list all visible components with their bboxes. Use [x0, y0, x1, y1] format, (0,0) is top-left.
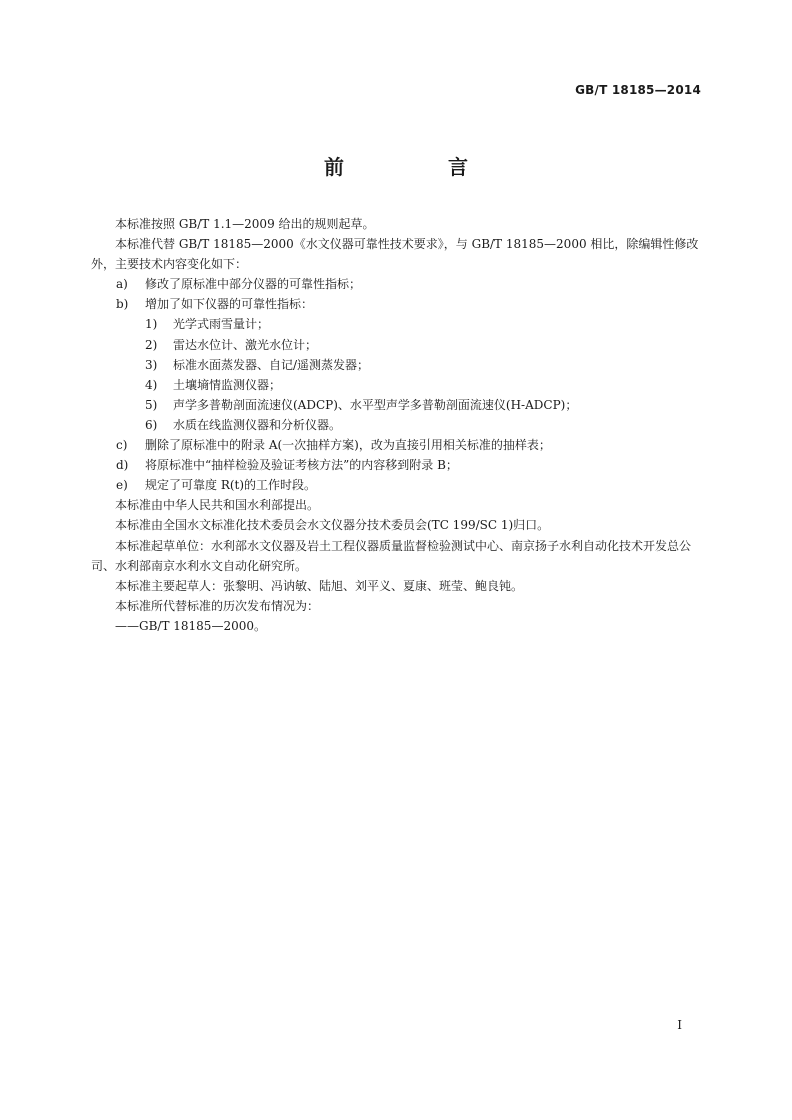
paragraph-history-entry: ——GB/T 18185—2000。 [115, 618, 266, 633]
paragraph-drafters: 本标准主要起草人：张黎明、冯讷敏、陆旭、刘平义、夏康、班莹、鲍良钝。 [115, 578, 524, 593]
sub-list-item [91, 314, 703, 334]
sub-list-item-text: 土壤墒情监测仪器； [173, 377, 282, 392]
list-marker: a) [116, 277, 128, 292]
sub-list-item-text: 水质在线监测仪器和分析仪器。 [173, 417, 342, 432]
sub-list-item [91, 395, 703, 415]
page-number: I [677, 1018, 682, 1032]
sub-list-item-text: 标准水面蒸发器、自记/遥测蒸发器； [173, 357, 370, 372]
sub-list-marker: 6) [145, 417, 158, 432]
paragraph-proposer: 本标准由中华人民共和国水利部提出。 [115, 498, 320, 513]
list-item [91, 435, 703, 455]
paragraph-centralized-by: 本标准由全国水文标准化技术委员会水文仪器分技术委员会(TC 199/SC 1)归口。 [115, 518, 550, 533]
sub-list-marker: 5) [145, 397, 158, 412]
list-item [91, 455, 703, 475]
list-item-text: 规定了可靠度 R(t)的工作时段。 [145, 478, 317, 493]
page-title: 前 言 [324, 155, 510, 179]
sub-list-marker: 2) [145, 337, 158, 352]
paragraph-drafting-rules: 本标准按照 GB/T 1.1—2009 给出的规则起草。 [115, 217, 375, 231]
sub-list-item [91, 415, 703, 435]
sub-list-item-text: 雷达水位计、激光水位计； [173, 337, 318, 352]
sub-list-marker: 3) [145, 357, 158, 372]
sub-list-item [91, 355, 703, 375]
list-item-text: 删除了原标准中的附录 A(一次抽样方案)，改为直接引用相关标准的抽样表； [145, 438, 551, 453]
list-item [91, 294, 703, 314]
list-marker: c) [116, 438, 128, 453]
list-item-text: 增加了如下仪器的可靠性指标： [145, 297, 314, 312]
list-marker: d) [116, 458, 129, 473]
list-marker: b) [116, 297, 129, 312]
list-item-text: 将原标准中“抽样检验及验证考核方法”的内容移到附录 B； [145, 458, 458, 473]
sub-list-item-text: 光学式雨雪量计； [173, 317, 270, 332]
sub-list-marker: 4) [145, 377, 158, 392]
list-item [91, 475, 703, 495]
list-item [91, 274, 703, 294]
list-marker: e) [116, 478, 128, 493]
paragraph-drafting-units: 本标准起草单位：水利部水文仪器及岩土工程仪器质量监督检验测试中心、南京扬子水利自动化技术开发总公司、水利部南京水利水文自动化研究所。 [91, 538, 692, 573]
sub-list-item-text: 声学多普勒剖面流速仪(ADCP)、水平型声学多普勒剖面流速仪(H-ADCP)； [173, 397, 578, 412]
list-item-text: 修改了原标准中部分仪器的可靠性指标； [145, 277, 362, 292]
foreword-body [91, 214, 703, 636]
sub-list-marker: 1) [145, 317, 158, 332]
standard-code: GB/T 18185—2014 [575, 83, 701, 97]
paragraph-history-intro: 本标准所代替标准的历次发布情况为： [115, 598, 320, 613]
sub-list-item [91, 335, 703, 355]
sub-list-item [91, 375, 703, 395]
paragraph-replacement: 本标准代替 GB/T 18185—2000《水文仪器可靠性技术要求》，与 GB/T 18185—2000 相比，除编辑性修改外，主要技术内容变化如下： [91, 237, 699, 272]
